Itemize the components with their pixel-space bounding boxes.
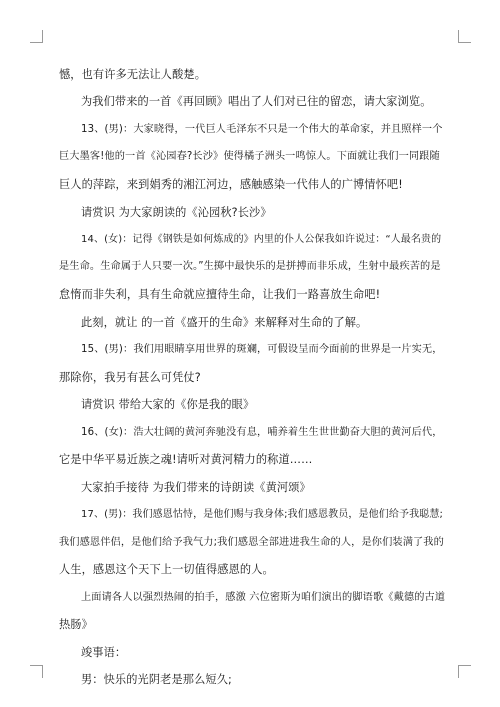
text-line: 它是中华平易近族之魂!请听对黄河精力的称道……: [59, 453, 313, 466]
text-line: 大家拍手接待 为我们带来的诗朗读《黄河颂》: [81, 481, 311, 494]
text-line: 那除你，我另有甚么可凭仗?: [59, 371, 201, 384]
text-line: 巨大墨客!他的一首《沁园春?长沙》使得橘子洲头一鸣惊人。下面就让我们一同跟随: [59, 151, 440, 162]
crop-mark-bottom-left: [30, 665, 43, 678]
text-line: 上面请各人以强烈热闹的拍手，感激 六位密斯为咱们演出的脚语歌《戴德的古道: [81, 592, 446, 603]
text-line: 是生命。生命属于人只要一次。”生掷中最快乐的是拼搏而非乐成，生射中最疾苦的是: [59, 261, 441, 272]
text-line: 此刻，就让 的一首《盛开的生命》来解释对生命的了解。: [81, 316, 368, 329]
text-line: 怠惰而非失利，具有生命就应擅待生命，让我们一路喜放生命吧!: [59, 288, 381, 301]
text-line: 竣事语：: [81, 646, 127, 659]
text-line: 憾，也有许多无法让人酸楚。: [59, 68, 206, 81]
crop-mark-top-left: [30, 30, 43, 43]
text-line: 请赏识 带给大家的《你是我的眼》: [81, 398, 255, 411]
crop-mark-top-right: [458, 30, 471, 43]
text-line: 人生，感恩这个天下上一切值得感恩的人。: [59, 563, 274, 576]
text-line: 17、(男)：我们感恩怙恃，是他们赐与我身体;我们感恩教员，是他们给予我聪慧;: [81, 509, 443, 520]
text-line: 男：快乐的光阴老是那么短久;: [81, 673, 232, 686]
crop-mark-bottom-right: [458, 665, 471, 678]
text-line: 14、(女)：记得《钢铁是如何炼成的》内里的仆人公保我如许说过：“人最名贵的: [81, 234, 442, 245]
text-line: 16、(女)：浩大壮阔的黄河奔驰没有息，哺养着生生世世勤奋大胆的黄河后代，: [81, 427, 443, 438]
text-line: 热肠》: [59, 618, 93, 631]
text-line: 15、(男)：我们用眼睛享用世界的斑斓，可假设呈而今面前的世界是一片实无，: [81, 344, 443, 355]
text-line: 13、(男)：大家晓得，一代巨人毛泽东不只是一个伟大的革命家，并且照样一个: [81, 124, 443, 135]
text-line: 巨人的萍踪，来到娟秀的湘江河边，感触感染一代伟人的广博情怀吧!: [59, 178, 403, 191]
text-line: 我们感恩伴侣，是他们给予我气力;我们感恩全部进进我生命的人，是你们装满了我的: [59, 537, 444, 548]
text-line: 请赏识 为大家朗读的《沁园秋?长沙》: [81, 206, 272, 219]
text-line: 为我们带来的一首《再回顾》唱出了人们对已往的留恋，请大家浏览。: [81, 95, 432, 108]
